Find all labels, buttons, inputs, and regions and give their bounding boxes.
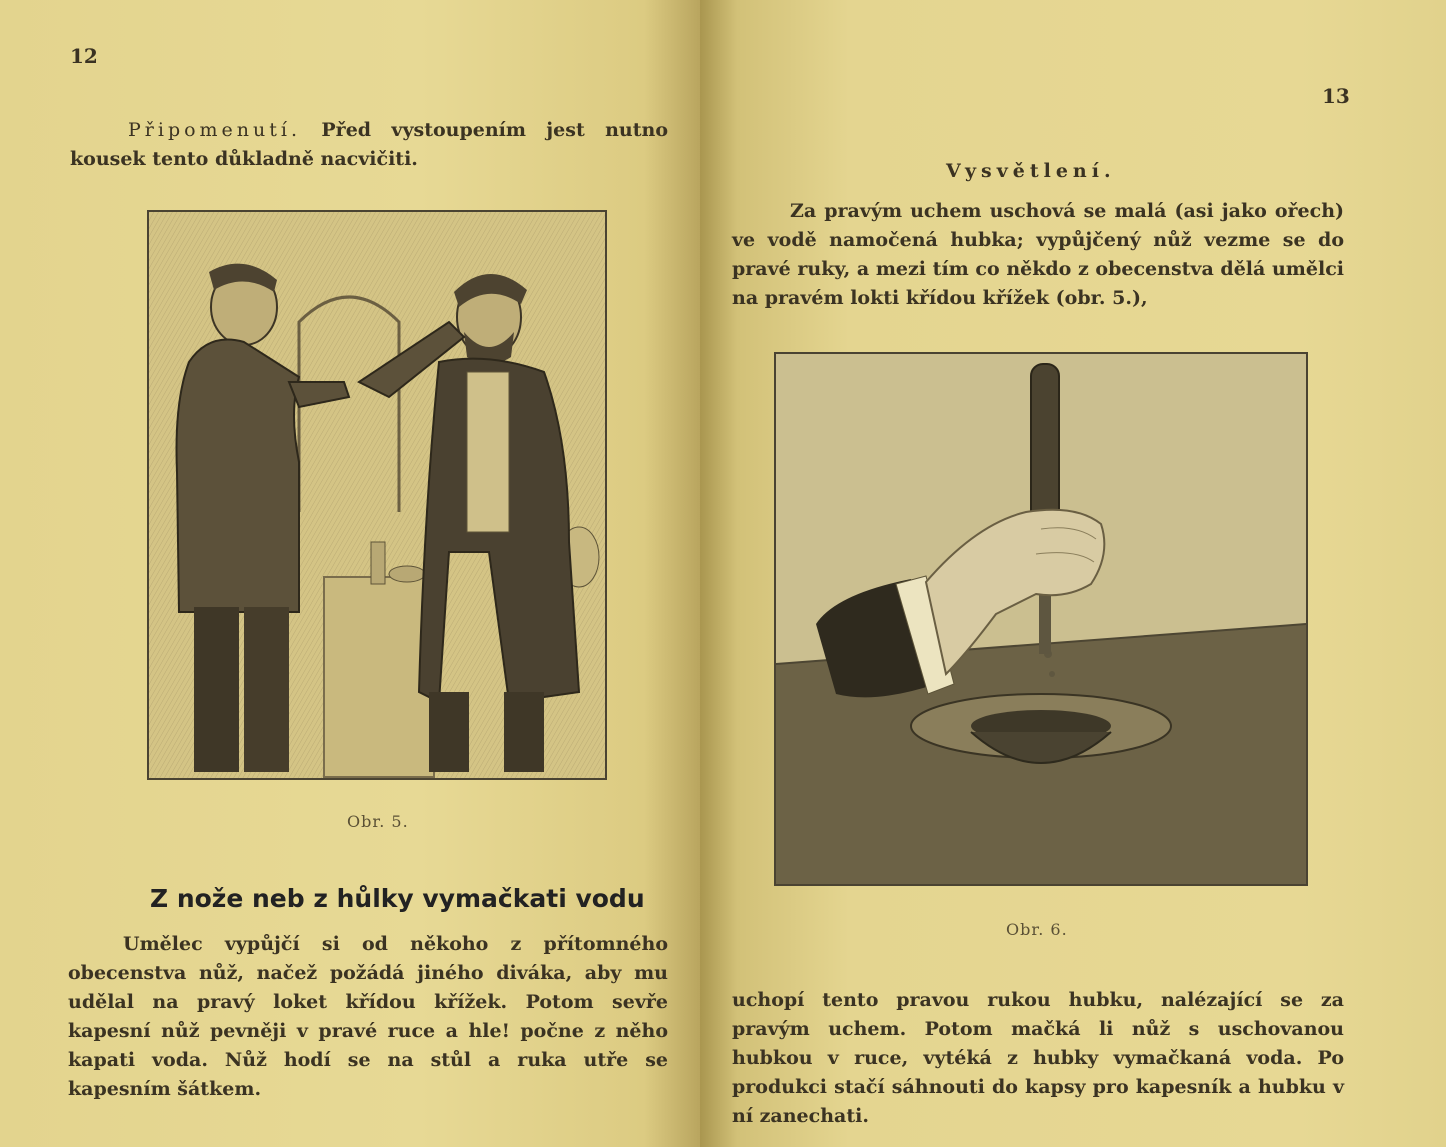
remark-paragraph: [70, 116, 668, 174]
remark-label: Připomenutí.: [128, 119, 302, 141]
right-page: [700, 0, 1446, 1147]
figure-5-illustration: [147, 210, 607, 780]
section-title: Z nože neb z hůlky vymačkati vodu: [150, 884, 645, 913]
explanation-heading: Vysvětlení.: [946, 160, 1116, 182]
figure-6-illustration: [774, 352, 1308, 886]
explanation-paragraph-2: uchopí tento pravou rukou hubku, nalézající se za pravým uchem. Potom mačká li nůž s uschovanou hubkou v ruce, vytéká z hubky vymačkaná voda. Po produkci stačí sáhnouti do kapsy pro kapesník a hubku v ní zanechati.: [732, 989, 1344, 1127]
figure-5-caption: Obr. 5.: [347, 812, 409, 831]
page-number-left: 12: [70, 44, 98, 68]
hand-knife-bowl-photo: [776, 354, 1306, 884]
explanation-paragraph-1: Za pravým uchem uschová se malá (asi jako ořech) ve vodě namočená hubka; vypůjčený nůž vezme se do pravé ruky, a mezi tím co někdo z obecenstva dělá umělci na pravém lokti křídou křížek (obr. 5.),: [732, 200, 1344, 309]
section-paragraph: Umělec vypůjčí si od někoho z přítomného obecenstva nůž, načež požádá jiného diváka, aby mu udělal na pravý loket křídou křížek. Potom sevře kapesní nůž pevněji v pravé ruce a hle! počne z něho kapati voda. Nůž hodí se na stůl a ruka utře se kapesním šátkem.: [68, 933, 668, 1100]
page-number-right: 13: [1322, 84, 1350, 108]
remark-text: Před vystoupením jest nutno kousek tento důkladně nacvičiti.: [70, 119, 668, 170]
figure-6-caption: Obr. 6.: [1006, 920, 1068, 939]
two-men-engraving: [149, 212, 605, 778]
left-page: [0, 0, 700, 1147]
